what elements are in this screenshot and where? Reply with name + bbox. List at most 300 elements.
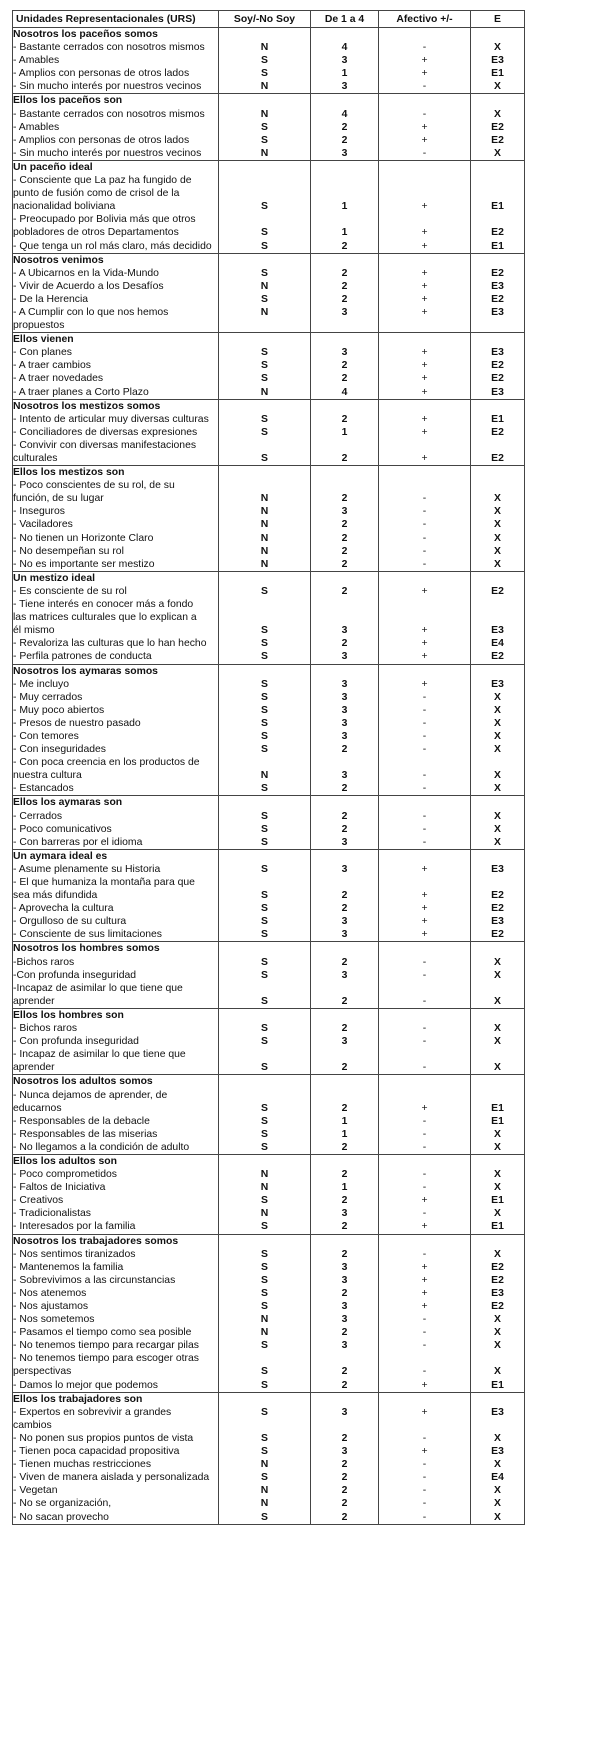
soy-value: N xyxy=(260,558,269,570)
soy-value: S xyxy=(261,1036,268,1048)
spacer xyxy=(379,1235,470,1248)
scale-value: 2 xyxy=(341,532,348,544)
soy-value: N xyxy=(260,519,269,531)
scale-value: 3 xyxy=(341,916,348,928)
group-row xyxy=(13,1392,525,1524)
spacer xyxy=(379,756,470,769)
soy-cell xyxy=(219,1154,311,1234)
e-cell xyxy=(471,253,525,333)
e-value: E2 xyxy=(491,585,504,597)
afectivo-value: + xyxy=(421,1406,428,1418)
item-text: - A traer cambios xyxy=(13,360,91,372)
spacer xyxy=(219,1352,310,1365)
item-text: - A traer planes a Corto Plazo xyxy=(13,386,149,398)
item-text: sea más difundida xyxy=(13,890,98,902)
scale-value: 2 xyxy=(341,493,348,505)
item-text: educarnos xyxy=(13,1102,62,1114)
soy-value: N xyxy=(260,1498,269,1510)
afectivo-value: - xyxy=(422,1182,427,1194)
urs-cell xyxy=(13,849,219,942)
soy-cell xyxy=(219,942,311,1008)
scale-value: 2 xyxy=(341,1221,348,1233)
spacer xyxy=(311,876,378,889)
soy-value: S xyxy=(261,347,268,359)
e-value: E1 xyxy=(491,201,504,213)
group-title: Ellos los aymaras son xyxy=(13,797,123,809)
spacer xyxy=(311,1155,378,1168)
afectivo-value: - xyxy=(422,1208,427,1220)
afectivo-cell xyxy=(379,664,471,796)
afectivo-value: + xyxy=(421,1379,428,1391)
soy-value: N xyxy=(260,81,269,93)
group-row xyxy=(13,849,525,942)
group-title: Nosotros los mestizos somos xyxy=(13,400,161,412)
afectivo-value: - xyxy=(422,1128,427,1140)
spacer xyxy=(311,161,378,174)
scale-value: 3 xyxy=(341,704,348,716)
spacer xyxy=(219,333,310,346)
scale-value: 1 xyxy=(341,227,348,239)
soy-value: N xyxy=(260,493,269,505)
soy-value: N xyxy=(260,545,269,557)
soy-value: N xyxy=(260,1459,269,1471)
spacer xyxy=(219,187,310,200)
spacer xyxy=(379,572,470,585)
soy-value: S xyxy=(261,1141,268,1153)
scale-value: 2 xyxy=(341,956,348,968)
spacer xyxy=(471,1352,524,1365)
e-cell xyxy=(471,942,525,1008)
scale-value: 2 xyxy=(341,783,348,795)
spacer xyxy=(219,174,310,187)
soy-value: S xyxy=(261,426,268,438)
e-value: X xyxy=(494,823,501,835)
scale-cell xyxy=(311,1075,379,1155)
soy-value: S xyxy=(261,1195,268,1207)
afectivo-value: + xyxy=(421,347,428,359)
scale-value: 2 xyxy=(341,545,348,557)
e-value: X xyxy=(494,1485,501,1497)
e-value: E1 xyxy=(491,1102,504,1114)
soy-value: N xyxy=(260,506,269,518)
item-text: - Bichos raros xyxy=(13,1023,78,1035)
afectivo-value: - xyxy=(422,1023,427,1035)
item-text: - Sin mucho interés por nuestros vecinos xyxy=(13,81,202,93)
scale-value: 4 xyxy=(341,108,348,120)
urs-cell xyxy=(13,28,219,94)
afectivo-value: + xyxy=(421,306,428,318)
e-value: E2 xyxy=(491,267,504,279)
e-value: X xyxy=(494,81,501,93)
scale-value: 2 xyxy=(341,519,348,531)
item-text: - Nos sentimos tiranizados xyxy=(13,1248,136,1260)
item-text: cambios xyxy=(13,1419,52,1431)
e-value: X xyxy=(494,42,501,54)
item-text: - Tienen poca capacidad propositiva xyxy=(13,1446,180,1458)
e-value: X xyxy=(494,704,501,716)
item-text: - Inseguros xyxy=(13,506,65,518)
scale-value: 2 xyxy=(341,558,348,570)
item-text: - Me incluyo xyxy=(13,678,70,690)
soy-value: S xyxy=(261,1511,268,1523)
afectivo-value: - xyxy=(422,1498,427,1510)
soy-value: S xyxy=(261,1340,268,1352)
afectivo-value: + xyxy=(421,916,428,928)
scale-value: 3 xyxy=(341,863,348,875)
spacer xyxy=(471,319,524,332)
spacer xyxy=(471,28,524,41)
item-text: punto de fusión como de crisol de la xyxy=(13,188,180,200)
e-value: E1 xyxy=(491,68,504,80)
spacer xyxy=(311,28,378,41)
item-text: - Expertos en sobrevivir a grandes xyxy=(13,1406,172,1418)
afectivo-value: + xyxy=(421,678,428,690)
spacer xyxy=(379,466,470,479)
afectivo-cell xyxy=(379,94,471,160)
spacer xyxy=(311,1048,378,1061)
urs-cell xyxy=(13,664,219,796)
afectivo-value: - xyxy=(422,1327,427,1339)
soy-cell xyxy=(219,1075,311,1155)
scale-value: 2 xyxy=(341,280,348,292)
item-text: - No llegamos a la condición de adulto xyxy=(13,1141,190,1153)
scale-value: 2 xyxy=(341,1195,348,1207)
item-text: - Damos lo mejor que podemos xyxy=(13,1379,158,1391)
afectivo-value: + xyxy=(421,453,428,464)
spacer xyxy=(219,1155,310,1168)
soy-value: N xyxy=(260,532,269,544)
scale-value: 2 xyxy=(341,1141,348,1153)
spacer xyxy=(219,756,310,769)
afectivo-value: - xyxy=(422,744,427,756)
soy-value: S xyxy=(261,995,268,1007)
scale-cell xyxy=(311,664,379,796)
spacer xyxy=(219,161,310,174)
item-text: - Estancados xyxy=(13,783,74,795)
spacer xyxy=(471,611,524,624)
e-value: X xyxy=(494,783,501,795)
e-cell xyxy=(471,849,525,942)
scale-cell xyxy=(311,849,379,942)
e-value: E3 xyxy=(491,386,504,398)
scale-value: 2 xyxy=(341,121,348,133)
urs-cell xyxy=(13,160,219,253)
spacer xyxy=(311,333,378,346)
afectivo-value: + xyxy=(421,267,428,279)
group-title: Ellos los trabajadores son xyxy=(13,1393,143,1405)
item-text: - Bastante cerrados con nosotros mismos xyxy=(13,42,205,54)
scale-value: 2 xyxy=(341,1062,348,1074)
soy-value: S xyxy=(261,956,268,968)
spacer xyxy=(219,1075,310,1088)
soy-value: S xyxy=(261,585,268,597)
afectivo-value: + xyxy=(421,386,428,398)
item-text: - Muy cerrados xyxy=(13,691,83,703)
group-row xyxy=(13,942,525,1008)
group-title: Nosotros los paceños somos xyxy=(13,29,158,40)
soy-value: S xyxy=(261,1301,268,1312)
group-row xyxy=(13,1234,525,1392)
afectivo-cell xyxy=(379,1154,471,1234)
afectivo-cell xyxy=(379,399,471,465)
e-value: X xyxy=(494,1498,501,1510)
spacer xyxy=(311,174,378,187)
item-text: - Aprovecha la cultura xyxy=(13,903,114,915)
e-cell xyxy=(471,1075,525,1155)
scale-value: 2 xyxy=(341,638,348,650)
afectivo-cell xyxy=(379,1234,471,1392)
spacer xyxy=(311,187,378,200)
e-cell xyxy=(471,399,525,465)
spacer xyxy=(471,1075,524,1088)
item-text: - Nunca dejamos de aprender, de xyxy=(13,1089,168,1101)
soy-value: S xyxy=(261,1406,268,1418)
afectivo-value: - xyxy=(422,1169,427,1181)
e-value: E2 xyxy=(491,293,504,305)
spacer xyxy=(219,254,310,267)
soy-value: S xyxy=(261,903,268,915)
spacer xyxy=(379,333,470,346)
scale-cell xyxy=(311,1234,379,1392)
soy-cell xyxy=(219,1008,311,1074)
afectivo-value: + xyxy=(421,863,428,875)
soy-cell xyxy=(219,1392,311,1524)
e-value: X xyxy=(494,1062,501,1074)
group-row xyxy=(13,333,525,399)
spacer xyxy=(219,28,310,41)
soy-cell xyxy=(219,253,311,333)
group-title: Ellos vienen xyxy=(13,334,74,346)
e-value: E2 xyxy=(491,1274,504,1286)
spacer xyxy=(311,1393,378,1406)
spacer xyxy=(471,1419,524,1432)
spacer xyxy=(219,1048,310,1061)
item-text: - Vaciladores xyxy=(13,519,73,531)
soy-value: S xyxy=(261,651,268,663)
afectivo-value: - xyxy=(422,1340,427,1352)
soy-value: S xyxy=(261,1221,268,1233)
soy-value: S xyxy=(261,201,268,213)
afectivo-value: + xyxy=(421,227,428,239)
item-text: - Creativos xyxy=(13,1195,64,1207)
e-value: X xyxy=(494,545,501,557)
soy-value: S xyxy=(261,1366,268,1378)
item-text: - Responsables de la debacle xyxy=(13,1115,150,1127)
afectivo-value: - xyxy=(422,770,427,782)
scale-value: 3 xyxy=(341,506,348,518)
spacer xyxy=(219,850,310,863)
scale-value: 3 xyxy=(341,651,348,663)
scale-value: 1 xyxy=(341,68,348,80)
soy-value: S xyxy=(261,678,268,690)
soy-value: S xyxy=(261,1261,268,1273)
soy-value: S xyxy=(261,1472,268,1484)
e-value: E2 xyxy=(491,373,504,385)
item-text: - Nos atenemos xyxy=(13,1287,87,1299)
soy-value: S xyxy=(261,929,268,941)
item-text: - Presos de nuestro pasado xyxy=(13,717,141,729)
scale-value: 2 xyxy=(341,1023,348,1035)
group-row xyxy=(13,160,525,253)
soy-value: S xyxy=(261,134,268,146)
item-text: culturales xyxy=(13,453,58,464)
item-text: - Vivir de Acuerdo a los Desafíos xyxy=(13,280,164,292)
soy-value: S xyxy=(261,1432,268,1444)
soy-value: S xyxy=(261,453,268,464)
scale-cell xyxy=(311,253,379,333)
spacer xyxy=(379,598,470,611)
e-value: X xyxy=(494,1036,501,1048)
spacer xyxy=(219,319,310,332)
urs-cell xyxy=(13,1075,219,1155)
scale-value: 3 xyxy=(341,770,348,782)
item-text: - Bastante cerrados con nosotros mismos xyxy=(13,108,205,120)
afectivo-value: + xyxy=(421,1287,428,1299)
spacer xyxy=(311,1352,378,1365)
scale-value: 2 xyxy=(341,1102,348,1114)
e-value: X xyxy=(494,1128,501,1140)
soy-value: S xyxy=(261,823,268,835)
group-title: Ellos los hombres son xyxy=(13,1009,124,1021)
spacer xyxy=(471,161,524,174)
spacer xyxy=(219,94,310,107)
e-value: E1 xyxy=(491,1115,504,1127)
item-text: aprender xyxy=(13,995,55,1007)
e-value: E1 xyxy=(491,1195,504,1207)
item-text: - No se organización, xyxy=(13,1498,112,1510)
scale-value: 2 xyxy=(341,267,348,279)
e-value: X xyxy=(494,506,501,518)
group-row xyxy=(13,253,525,333)
e-cell xyxy=(471,160,525,253)
scale-value: 2 xyxy=(341,744,348,756)
spacer xyxy=(379,254,470,267)
soy-value: N xyxy=(260,1314,269,1326)
e-value: E2 xyxy=(491,1301,504,1312)
soy-value: N xyxy=(260,306,269,318)
item-text: - Orgulloso de su cultura xyxy=(13,916,127,928)
afectivo-value: - xyxy=(422,147,427,159)
spacer xyxy=(471,982,524,995)
spacer xyxy=(219,1419,310,1432)
spacer xyxy=(219,213,310,226)
spacer xyxy=(311,1009,378,1022)
scale-value: 2 xyxy=(341,1472,348,1484)
afectivo-value: + xyxy=(421,201,428,213)
scale-cell xyxy=(311,942,379,1008)
e-value: E2 xyxy=(491,651,504,663)
item-text: -Bichos raros xyxy=(13,956,75,968)
afectivo-value: + xyxy=(421,625,428,637)
spacer xyxy=(311,1235,378,1248)
item-text: - Faltos de Iniciativa xyxy=(13,1182,106,1194)
soy-value: S xyxy=(261,969,268,981)
item-text: - No tenemos tiempo para recargar pilas xyxy=(13,1340,199,1352)
item-text: aprender xyxy=(13,1062,55,1074)
spacer xyxy=(471,1155,524,1168)
spacer xyxy=(379,942,470,955)
spacer xyxy=(219,796,310,809)
e-cell xyxy=(471,1008,525,1074)
spacer xyxy=(379,982,470,995)
afectivo-value: - xyxy=(422,1511,427,1523)
afectivo-cell xyxy=(379,942,471,1008)
spacer xyxy=(311,319,378,332)
urs-cell xyxy=(13,1234,219,1392)
e-value: X xyxy=(494,969,501,981)
spacer xyxy=(219,611,310,624)
scale-value: 2 xyxy=(341,413,348,425)
spacer xyxy=(219,982,310,995)
afectivo-value: - xyxy=(422,1432,427,1444)
soy-cell xyxy=(219,160,311,253)
afectivo-cell xyxy=(379,1392,471,1524)
e-value: E1 xyxy=(491,1379,504,1391)
afectivo-cell xyxy=(379,1075,471,1155)
spacer xyxy=(379,1075,470,1088)
urs-table-body xyxy=(13,28,525,1525)
soy-value: S xyxy=(261,68,268,80)
spacer xyxy=(471,439,524,452)
soy-value: S xyxy=(261,293,268,305)
scale-value: 3 xyxy=(341,1301,348,1312)
item-text: - Convivir con diversas manifestaciones xyxy=(13,439,197,451)
spacer xyxy=(311,850,378,863)
e-value: X xyxy=(494,1314,501,1326)
header-scale-1-4: De 1 a 4 xyxy=(311,11,379,28)
scale-value: 2 xyxy=(341,823,348,835)
e-value: E2 xyxy=(491,903,504,915)
afectivo-value: - xyxy=(422,108,427,120)
e-value: X xyxy=(494,1141,501,1153)
e-value: X xyxy=(494,995,501,1007)
spacer xyxy=(471,254,524,267)
item-text: él mismo xyxy=(13,625,55,637)
scale-value: 2 xyxy=(341,1327,348,1339)
group-row xyxy=(13,1008,525,1074)
afectivo-value: + xyxy=(421,1301,428,1312)
soy-value: N xyxy=(260,1182,269,1194)
e-cell xyxy=(471,1234,525,1392)
scale-cell xyxy=(311,1008,379,1074)
item-text: - A traer novedades xyxy=(13,373,104,385)
item-text: - Muy poco abiertos xyxy=(13,704,105,716)
scale-value: 1 xyxy=(341,201,348,213)
e-value: E3 xyxy=(491,55,504,67)
e-value: X xyxy=(494,770,501,782)
item-text: - Consciente de sus limitaciones xyxy=(13,929,163,941)
item-text: - No es importante ser mestizo xyxy=(13,558,155,570)
spacer xyxy=(379,439,470,452)
soy-value: S xyxy=(261,1248,268,1260)
item-text: - Responsables de las miserias xyxy=(13,1128,158,1140)
item-text: - Poco comprometidos xyxy=(13,1169,117,1181)
afectivo-value: - xyxy=(422,1472,427,1484)
urs-cell xyxy=(13,1392,219,1524)
spacer xyxy=(311,400,378,413)
item-text: - Pasamos el tiempo como sea posible xyxy=(13,1327,192,1339)
soy-value: S xyxy=(261,890,268,902)
item-text: - A Ubicarnos en la Vida-Mundo xyxy=(13,267,159,279)
e-cell xyxy=(471,664,525,796)
afectivo-value: + xyxy=(421,585,428,597)
spacer xyxy=(471,572,524,585)
soy-cell xyxy=(219,849,311,942)
soy-value: S xyxy=(261,1128,268,1140)
spacer xyxy=(379,850,470,863)
scale-cell xyxy=(311,1392,379,1524)
group-row xyxy=(13,1154,525,1234)
